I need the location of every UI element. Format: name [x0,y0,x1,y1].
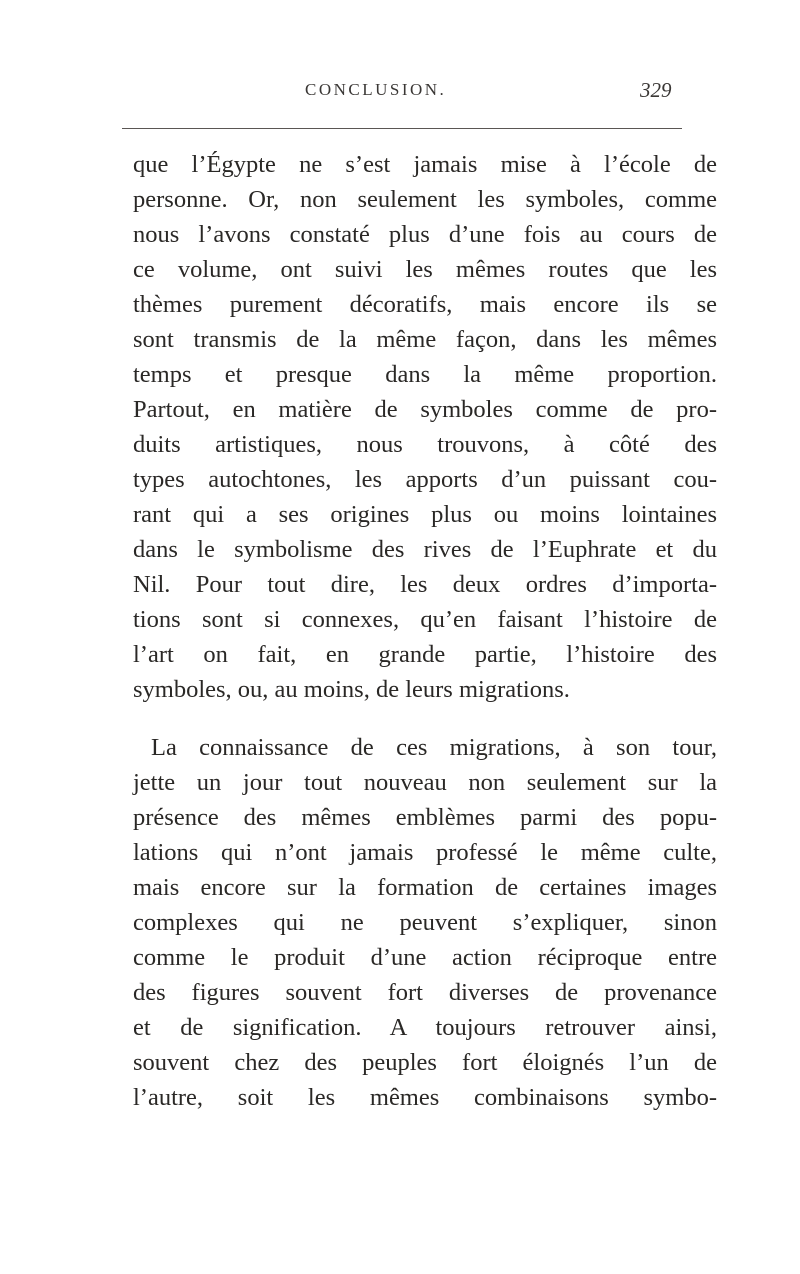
text-line: jette un jour tout nouveau non seulement sur la [133,769,717,796]
text-line: dans le symbolisme des rives de l’Euphrate et du [133,536,717,563]
text-line: Nil. Pour tout dire, les deux ordres d’importa- [133,571,717,598]
text-line: l’art on fait, en grande partie, l’histoire des [133,641,717,668]
text-line: lations qui n’ont jamais professé le même culte, [133,839,717,866]
running-head [0,80,800,104]
text-line: types autochtones, les apports d’un puissant cou- [133,466,717,493]
text-line: souvent chez des peuples fort éloignés l’un de [133,1049,717,1076]
text-line: tions sont si connexes, qu’en faisant l’histoire de [133,606,717,633]
running-title: CONCLUSION. [305,80,447,99]
text-line: comme le produit d’une action réciproque entre [133,944,717,971]
text-line: mais encore sur la formation de certaines images [133,874,717,901]
text-line: l’autre, soit les mêmes combinaisons symbo- [133,1084,717,1111]
text-line: duits artistiques, nous trouvons, à côté des [133,431,717,458]
text-line: complexes qui ne peuvent s’expliquer, sinon [133,909,717,936]
text-line: sont transmis de la même façon, dans les mêmes [133,326,717,353]
text-line: symboles, ou, au moins, de leurs migrations. [133,676,570,703]
text-line: temps et presque dans la même proportion. [133,361,717,388]
paragraph-1 [133,147,717,707]
text-line: nous l’avons constaté plus d’une fois au cours de [133,221,717,248]
text-line: présence des mêmes emblèmes parmi des popu- [133,804,717,831]
page-number: 329 [640,78,672,102]
text-line: personne. Or, non seulement les symboles, comme [133,186,717,213]
text-line: et de signification. A toujours retrouver ainsi, [133,1014,717,1041]
text-line: des figures souvent fort diverses de provenance [133,979,717,1006]
text-line: ce volume, ont suivi les mêmes routes que les [133,256,717,283]
header-rule [122,128,682,129]
text-line: La connaissance de ces migrations, à son tour, [151,734,717,761]
text-line: Partout, en matière de symboles comme de pro- [133,396,717,423]
text-line: rant qui a ses origines plus ou moins lointaines [133,501,717,528]
text-line: thèmes purement décoratifs, mais encore ils se [133,291,717,318]
text-line: que l’Égypte ne s’est jamais mise à l’école de [133,151,717,178]
paragraph-2 [133,730,717,1115]
